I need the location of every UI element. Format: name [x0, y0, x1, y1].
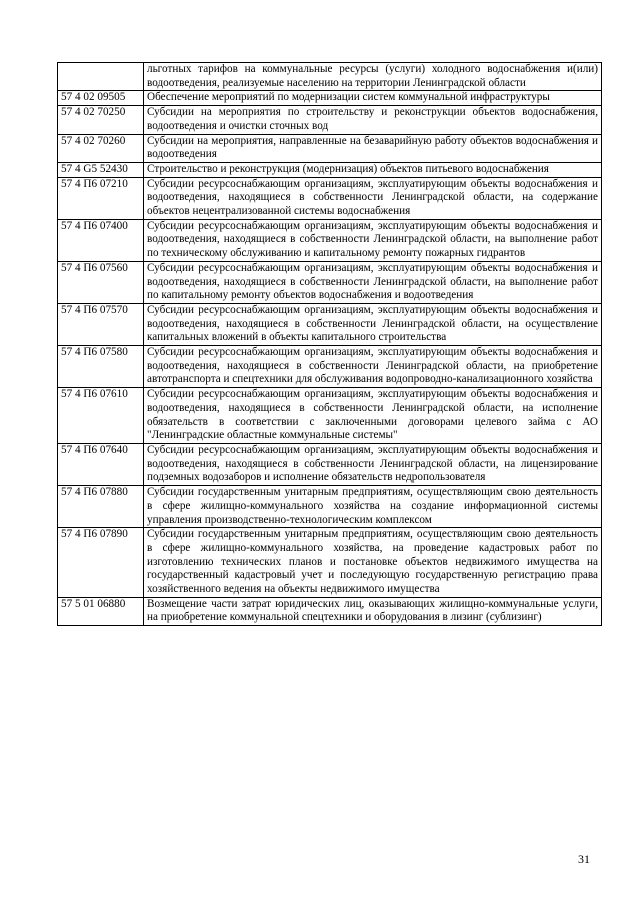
budget-code-cell	[58, 63, 144, 91]
budget-code-cell: 57 4 П6 07890	[58, 528, 144, 598]
description-cell: Субсидии на мероприятия по строительству и реконструкции объектов водоснабжения, водоотведения и очистки сточных вод	[144, 106, 602, 134]
budget-code-cell: 57 4 П6 07400	[58, 219, 144, 261]
description-cell: Субсидии ресурсоснабжающим организациям, эксплуатирующим объекты водоснабжения и водоотведения, находящиеся в собственности Ленинградской области, на содержание объектов нецентрализованной системы водоснабжения	[144, 177, 602, 219]
budget-code-cell: 57 4 П6 07640	[58, 443, 144, 485]
description-cell: Субсидии на мероприятия, направленные на безаварийную работу объектов водоснабжения и водоотведения	[144, 134, 602, 162]
table-row	[58, 63, 602, 91]
budget-code-cell: 57 4 П6 07560	[58, 261, 144, 303]
table-row	[58, 388, 602, 444]
table-row	[58, 162, 602, 177]
page-number: 31	[578, 852, 590, 866]
budget-code-cell: 57 5 01 06880	[58, 597, 144, 625]
description-cell: Субсидии ресурсоснабжающим организациям, эксплуатирующим объекты водоснабжения и водоотведения, находящиеся в собственности Ленинградской области, на выполнение работ по капитальному ремонту объектов водоснабжения и водоотведения	[144, 261, 602, 303]
description-cell: Субсидии государственным унитарным предприятиям, осуществляющим свою деятельность в сфере жилищно-коммунального хозяйства, на проведение кадастровых работ по изготовлению технических планов и постановке объектов недвижимого имущества на государственный кадастровый учет и последующую государственную регистрацию права хозяйственного ведения на объекты недвижимого имущества	[144, 528, 602, 598]
description-cell: Возмещение части затрат юридических лиц, оказывающих жилищно-коммунальные услуги, на приобретение коммунальной спецтехники и оборудования в лизинг (сублизинг)	[144, 597, 602, 625]
description-cell: Субсидии ресурсоснабжающим организациям, эксплуатирующим объекты водоснабжения и водоотведения, находящиеся в собственности Ленинградской области, на осуществление капитальных вложений в объекты капитального строительства	[144, 303, 602, 345]
table-row	[58, 91, 602, 106]
budget-code-cell: 57 4 G5 52430	[58, 162, 144, 177]
description-cell: Субсидии государственным унитарным предприятиям, осуществляющим свою деятельность в сфере жилищно-коммунального хозяйства на создание информационной системы управления производственно-технологическим комплексом	[144, 486, 602, 528]
table-row	[58, 177, 602, 219]
description-cell: Субсидии ресурсоснабжающим организациям, эксплуатирующим объекты водоснабжения и водоотведения, находящиеся в собственности Ленинградской области, на приобретение автотранспорта и спецтехники для обслуживания водопроводно-канализационного хозяйства	[144, 346, 602, 388]
description-cell: Субсидии ресурсоснабжающим организациям, эксплуатирующим объекты водоснабжения и водоотведения, находящиеся в собственности Ленинградской области, на выполнение работ по техническому обслуживанию и капитальному ремонту пожарных гидрантов	[144, 219, 602, 261]
budget-code-cell: 57 4 П6 07610	[58, 388, 144, 444]
table-row	[58, 346, 602, 388]
budget-code-cell: 57 4 02 09505	[58, 91, 144, 106]
table-row	[58, 134, 602, 162]
description-cell: льготных тарифов на коммунальные ресурсы (услуги) холодного водоснабжения и(или) водоотведения, реализуемые населению на территории Ленинградской области	[144, 63, 602, 91]
description-cell: Субсидии ресурсоснабжающим организациям, эксплуатирующим объекты водоснабжения и водоотведения, находящиеся в собственности Ленинградской области, на исполнение обязательств в соответствии с заключенными договорами целевого займа с АО "Ленинградские областные коммунальные системы"	[144, 388, 602, 444]
table-row	[58, 443, 602, 485]
table-row	[58, 486, 602, 528]
table-row	[58, 597, 602, 625]
budget-code-cell: 57 4 02 70260	[58, 134, 144, 162]
budget-code-cell: 57 4 П6 07210	[58, 177, 144, 219]
table-row	[58, 219, 602, 261]
budget-code-cell: 57 4 П6 07580	[58, 346, 144, 388]
budget-code-cell: 57 4 02 70250	[58, 106, 144, 134]
description-cell: Обеспечение мероприятий по модернизации систем коммунальной инфраструктуры	[144, 91, 602, 106]
table-row	[58, 303, 602, 345]
table-row	[58, 261, 602, 303]
table-row	[58, 528, 602, 598]
budget-codes-table	[57, 62, 602, 626]
budget-code-cell: 57 4 П6 07570	[58, 303, 144, 345]
description-cell: Строительство и реконструкция (модернизация) объектов питьевого водоснабжения	[144, 162, 602, 177]
table-row	[58, 106, 602, 134]
description-cell: Субсидии ресурсоснабжающим организациям, эксплуатирующим объекты водоснабжения и водоотведения, находящиеся в собственности Ленинградской области, на лицензирование подземных водозаборов и исполнение обязательств недропользователя	[144, 443, 602, 485]
budget-code-cell: 57 4 П6 07880	[58, 486, 144, 528]
